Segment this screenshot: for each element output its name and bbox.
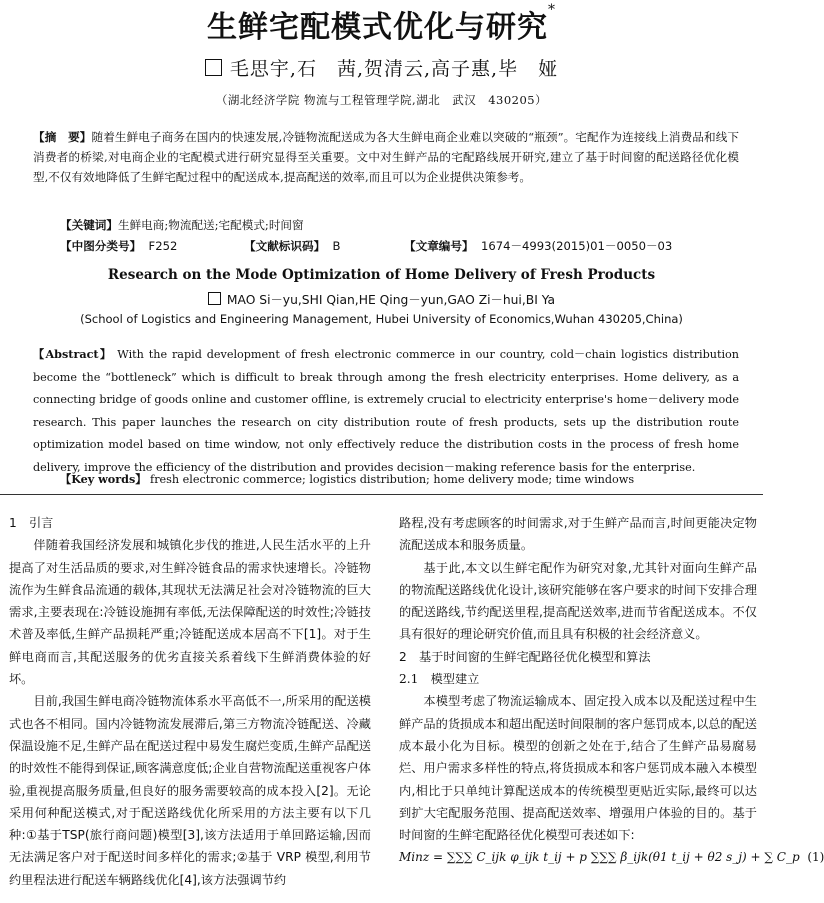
paragraph: 目前,我国生鲜电商冷链物流体系水平高低不一,所采用的配送模式也各不相同。国内冷链物流发展滞后,第三方物流冷链配送、冷藏保温设施不足,生鲜产品在配送过程中易发生腐烂变质,生鲜产品配送的时效性不能得到保证,顾客满意度低;企业自营物流配送重视客户体验,重视提高服务质量,但良好的服务需要较高的成本投入[2]。无论采用何种配送模式,对于配送路线优化所采用的方法主要有以下几种:①基于TSP(旅行商问题)模型[3],该方法适用于单回路运输,因而无法满足客户对于配送时间多样化的需求;②基于 VRP 模型,利用节约里程法进行配送车辆路线优化[4],该方法强调节约 (9, 694, 371, 887)
abstract-text: 随着生鲜电子商务在国内的快速发展,冷链物流配送成为各大生鲜电商企业难以突破的“瓶颈”。宅配作为连接线上消费品和线下消费者的桥梁,对电商企业的宅配模式进行研究显得至关重要。文中对生鲜产品的宅配路线展开研究,建立了基于时间窗的配送路径优化模型,不仅有效地降低了生鲜宅配过程中的配送成本,提高配送的效率,而且可以为企业提供决策参考。 (33, 130, 739, 184)
equation (399, 846, 824, 868)
article-number-value: 1674－4993(2015)01－0050－03 (480, 239, 673, 253)
english-authors-text: MAO Si－yu,SHI Qian,HE Qing－yun,GAO Zi－hui,BI Ya (226, 293, 556, 307)
article-number-label: 【文章编号】 (404, 239, 474, 253)
abstract-label: 【摘 要】 (33, 130, 92, 144)
abstract-cn (33, 127, 739, 187)
square-box-icon (205, 59, 222, 76)
doc-code-value: B (332, 239, 341, 253)
doc-code-label: 【文献标识码】 (244, 239, 326, 253)
subsection-heading: 2.1 模型建立 (399, 672, 480, 687)
paragraph: 路程,没有考虑顾客的时间需求,对于生鲜产品而言,时间更能决定物流配送成本和服务质量。 (399, 516, 757, 553)
body-left-column (9, 512, 371, 891)
clc-label: 【中图分类号】 (60, 239, 142, 253)
paper-title (0, 2, 763, 46)
keywords-label: 【关键词】 (60, 218, 118, 232)
english-abstract-label: 【Abstract】 (33, 347, 113, 361)
keywords-text: 生鲜电商;物流配送;宅配模式;时间窗 (117, 218, 304, 232)
english-title: Research on the Mode Optimization of Home Delivery of Fresh Products (107, 267, 656, 283)
clc-value: F252 (148, 239, 178, 253)
english-authors (0, 290, 763, 308)
affiliation: （湖北经济学院 物流与工程管理学院,湖北 武汉 430205） (215, 93, 548, 107)
article-number-cell (404, 236, 672, 256)
clc-cell (60, 236, 177, 256)
keywords-cn (60, 215, 304, 235)
author-line (0, 54, 763, 81)
divider (0, 494, 763, 495)
authors-text: 毛思宇,石 茜,贺清云,高子惠,毕 娅 (229, 58, 559, 80)
section-heading-1: 1 引言 (9, 516, 54, 530)
doc-code-cell (244, 236, 341, 256)
english-abstract (33, 343, 739, 479)
english-keywords-label: 【Key words】 (60, 472, 147, 486)
square-box-icon (208, 292, 221, 305)
title-footnote-mark: * (548, 2, 556, 18)
english-abstract-text: With the rapid development of fresh electronic commerce in our country, cold－chain logistics distribution become the “bottleneck” which is difficult to break through among the fresh electricity enterprises. Home delivery, as a connecting bridge of goods online and customer offline, is extremely crucial to electricity enterprise's home－delivery mode research. This paper launches the research on city distribution route of fresh products, sets up the distribution route optimization model based on time window, not only effectively reduce the distribution costs in the process of fresh home delivery, improve the efficiency of the distribution and provides decision－making reference basis for the enterprise. (33, 348, 739, 474)
title-text: 生鲜宅配模式优化与研究 (207, 10, 548, 45)
paragraph: 伴随着我国经济发展和城镇化步伐的推进,人民生活水平的上升提高了对生活品质的要求,对生鲜冷链食品的需求快速增长。冷链物流作为生鲜食品流通的载体,其现状无法满足社会对冷链物流的巨大需求,主要表现在:冷链设施拥有率低,无法保障配送的时效性;冷链技术普及率低,生鲜产品损耗严重;冷链配送成本居高不下[1]。对于生鲜电商而言,其配送服务的优劣直接关系着线下生鲜消费体验的好坏。 (9, 538, 371, 687)
equation-number: (1) (807, 850, 824, 865)
section-heading-2: 2 基于时间窗的生鲜宅配路径优化模型和算法 (399, 649, 651, 664)
body-right-column (399, 512, 824, 869)
english-affiliation: (School of Logistics and Engineering Management, Hubei University of Economics,Wuhan 430205,China) (80, 312, 683, 326)
equation-body: Minz = ∑∑∑ C_ijk φ_ijk t_ij + p ∑∑∑ β_ijk(θ1 t_ij + θ2 s_j) + ∑ C_p (399, 850, 800, 865)
english-keywords-text: fresh electronic commerce; logistics distribution; home delivery mode; time windows (150, 473, 635, 486)
paragraph: 基于此,本文以生鲜宅配作为研究对象,尤其针对面向生鲜产品的物流配送路线优化设计,该研究能够在客户要求的时间下安排合理的配送路线,节约配送里程,提高配送效率,进而节省配送成本。不仅具有很好的理论研究价值,而且具有积极的社会经济意义。 (399, 560, 757, 642)
paragraph: 本模型考虑了物流运输成本、固定投入成本以及配送过程中生鲜产品的货损成本和超出配送时间限制的客户惩罚成本,以总的配送成本最小化为目标。模型的创新之处在于,结合了生鲜产品易腐易烂、用户需求多样性的特点,将货损成本和客户惩罚成本融入本模型内,相比于只单纯计算配送成本的传统模型更贴近实际,最终可以达到扩大宅配服务范围、提高配送效率、增强用户体验的目的。基于时间窗的生鲜宅配路径优化模型可表述如下: (399, 694, 757, 843)
english-keywords (60, 468, 634, 491)
